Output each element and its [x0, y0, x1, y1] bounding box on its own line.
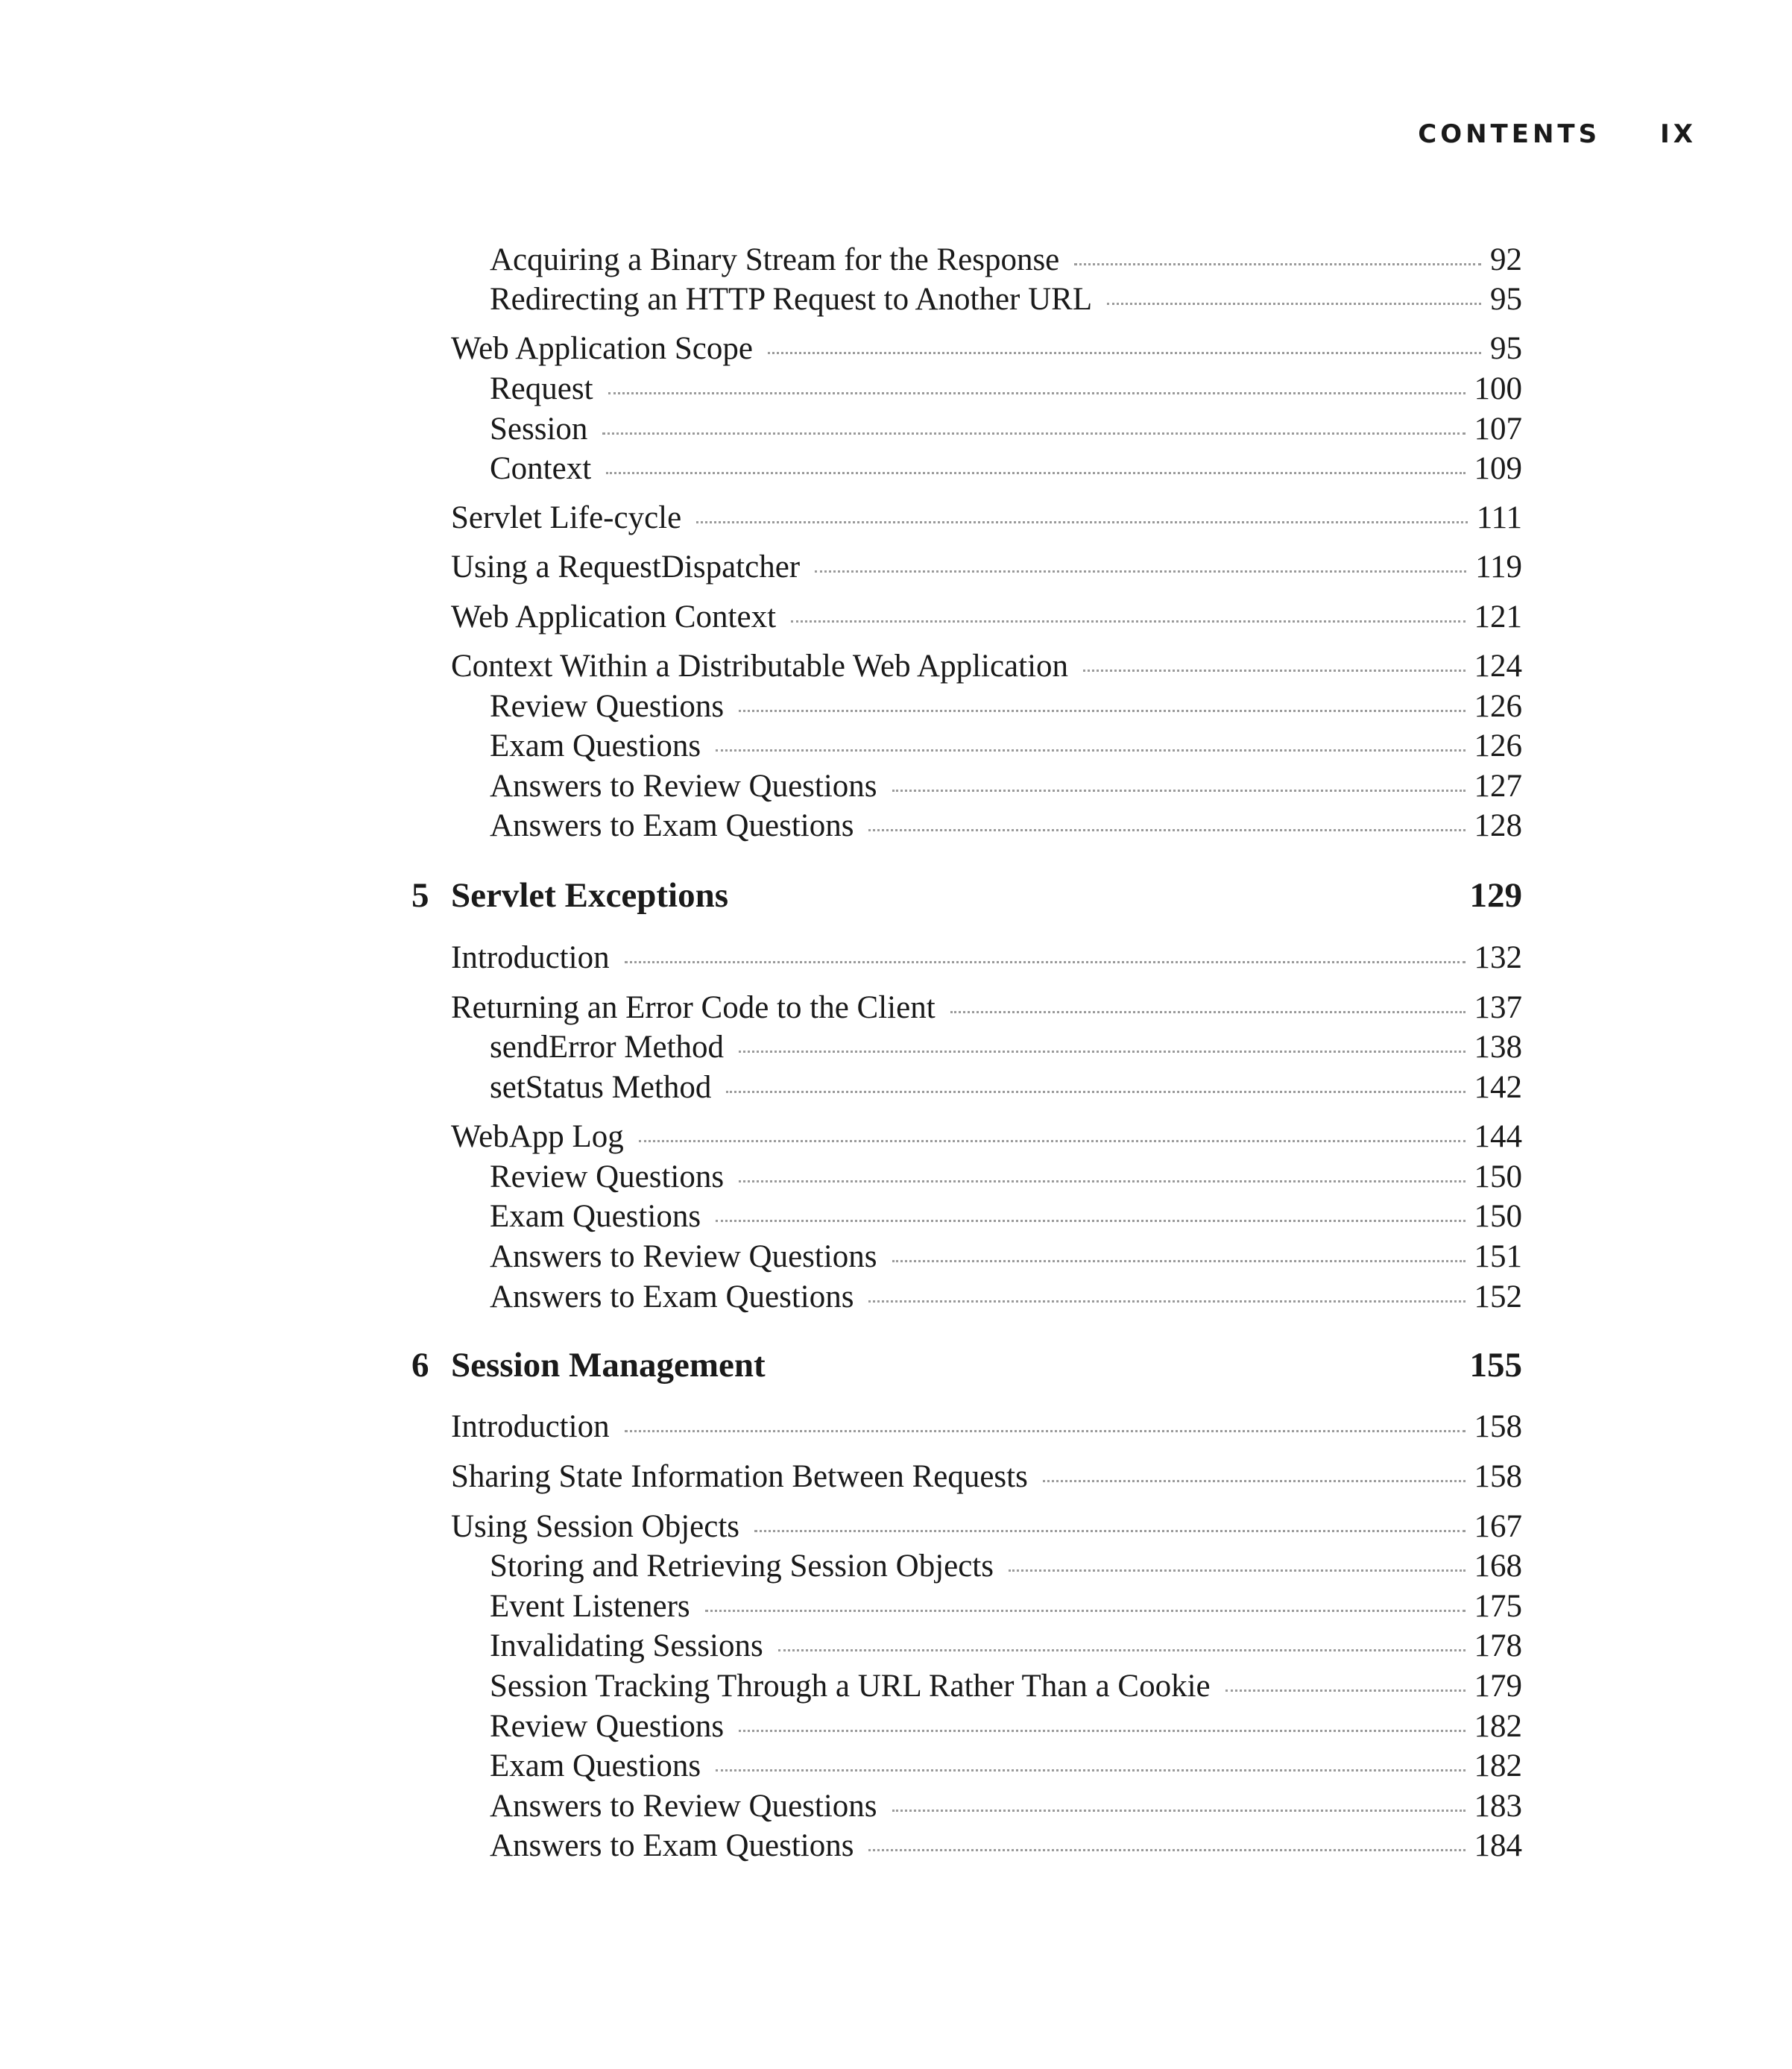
toc-section-entry[interactable]: [451, 331, 1522, 367]
toc-subsection-entry[interactable]: [490, 1199, 1522, 1235]
entry-page-number: 182: [1474, 1709, 1522, 1744]
dot-leader: [602, 432, 1465, 435]
toc-subsection-entry[interactable]: [490, 1589, 1522, 1625]
entry-page-number: 150: [1474, 1199, 1522, 1234]
entry-title: Exam Questions: [490, 1199, 701, 1234]
toc-subsection-entry[interactable]: [490, 808, 1522, 844]
entry-page-number: 128: [1474, 808, 1522, 843]
entry-title: Introduction: [451, 940, 610, 975]
dot-leader: [739, 710, 1465, 712]
toc-subsection-entry[interactable]: [490, 412, 1522, 447]
entry-title: Using a RequestDispatcher: [451, 549, 801, 585]
dot-leader: [868, 1300, 1465, 1303]
entry-page-number: 152: [1474, 1279, 1522, 1314]
entry-page-number: 137: [1474, 990, 1522, 1025]
entry-title: Review Questions: [490, 689, 725, 724]
entry-title: Request: [490, 371, 593, 406]
entry-title: Exam Questions: [490, 728, 701, 763]
entry-page-number: 124: [1474, 649, 1522, 684]
toc-subsection-entry[interactable]: [490, 282, 1522, 318]
entry-title: WebApp Log: [451, 1119, 624, 1154]
entry-title: Event Listeners: [490, 1589, 690, 1624]
dot-leader: [1043, 1480, 1466, 1482]
dot-leader: [868, 1849, 1465, 1851]
entry-page-number: 95: [1490, 282, 1522, 317]
entry-page-number: 158: [1474, 1409, 1522, 1444]
dot-leader: [606, 472, 1465, 474]
dot-leader: [1225, 1689, 1466, 1692]
entry-page-number: 175: [1474, 1589, 1522, 1624]
entry-page-number: 158: [1474, 1459, 1522, 1494]
entry-page-number: 111: [1476, 500, 1522, 535]
entry-title: Review Questions: [490, 1709, 725, 1744]
dot-leader: [716, 1769, 1465, 1772]
chapter-title: Servlet Exceptions: [451, 876, 729, 915]
dot-leader: [892, 1810, 1466, 1812]
chapter-number: 6: [411, 1346, 429, 1385]
toc-subsection-entry[interactable]: [490, 728, 1522, 764]
entry-title: Storing and Retrieving Session Objects: [490, 1549, 994, 1584]
toc-subsection-entry[interactable]: [490, 1669, 1522, 1704]
entry-title: Introduction: [451, 1409, 610, 1444]
entry-page-number: 150: [1474, 1159, 1522, 1194]
entry-title: Using Session Objects: [451, 1509, 739, 1544]
dot-leader: [1074, 263, 1481, 265]
entry-title: Web Application Scope: [451, 331, 753, 366]
entry-title: Context: [490, 451, 592, 486]
entry-page-number: 151: [1474, 1239, 1522, 1274]
toc-subsection-entry[interactable]: [490, 1628, 1522, 1664]
entry-title: Acquiring a Binary Stream for the Response: [490, 242, 1060, 277]
dot-leader: [716, 749, 1465, 752]
dot-leader: [768, 352, 1481, 354]
toc-subsection-entry[interactable]: [490, 1159, 1522, 1195]
entry-page-number: 144: [1474, 1119, 1522, 1154]
toc-subsection-entry[interactable]: [490, 1748, 1522, 1784]
entry-title: Invalidating Sessions: [490, 1628, 763, 1663]
entry-page-number: 132: [1474, 940, 1522, 975]
entry-title: Session: [490, 412, 588, 447]
entry-page-number: 100: [1474, 371, 1522, 406]
dot-leader: [739, 1180, 1465, 1182]
dot-leader: [696, 521, 1467, 523]
toc-subsection-entry[interactable]: [490, 1070, 1522, 1106]
entry-title: Exam Questions: [490, 1748, 701, 1783]
toc-subsection-entry[interactable]: [490, 371, 1522, 407]
entry-page-number: 92: [1490, 242, 1522, 277]
toc-subsection-entry[interactable]: [490, 689, 1522, 725]
toc-subsection-entry[interactable]: [490, 1828, 1522, 1864]
entry-title: Servlet Life-cycle: [451, 500, 682, 535]
entry-page-number: 182: [1474, 1748, 1522, 1783]
chapter-page-number: 129: [1469, 876, 1522, 915]
toc-subsection-entry[interactable]: [490, 1279, 1522, 1315]
toc-subsection-entry[interactable]: [490, 451, 1522, 487]
entry-page-number: 119: [1475, 549, 1522, 585]
entry-title: Sharing State Information Between Requests: [451, 1459, 1028, 1494]
toc-section-entry[interactable]: [451, 1509, 1522, 1545]
toc-section-entry[interactable]: [451, 940, 1522, 976]
chapter-heading[interactable]: [411, 1345, 1522, 1385]
entry-title: Web Application Context: [451, 599, 777, 634]
dot-leader: [815, 570, 1466, 573]
toc-section-entry[interactable]: [451, 500, 1522, 536]
dot-leader: [716, 1220, 1465, 1222]
entry-title: Answers to Exam Questions: [490, 808, 854, 843]
entry-page-number: 178: [1474, 1628, 1522, 1663]
entry-title: Review Questions: [490, 1159, 725, 1194]
toc-subsection-entry[interactable]: [490, 769, 1522, 804]
dot-leader: [1009, 1569, 1466, 1572]
running-head: [1418, 119, 1697, 149]
entry-page-number: 179: [1474, 1669, 1522, 1704]
chapter-number: 5: [411, 876, 429, 915]
entry-title: sendError Method: [490, 1030, 725, 1065]
page-folio: IX: [1660, 119, 1697, 149]
toc-subsection-entry[interactable]: [490, 1239, 1522, 1275]
toc-section-entry[interactable]: [451, 549, 1522, 585]
entry-title: Redirecting an HTTP Request to Another URL: [490, 282, 1093, 317]
dot-leader: [791, 620, 1465, 623]
entry-title: Answers to Review Questions: [490, 1789, 877, 1824]
entry-title: Answers to Review Questions: [490, 769, 877, 804]
dot-leader: [1107, 303, 1481, 305]
entry-page-number: 127: [1474, 769, 1522, 804]
entry-page-number: 126: [1474, 728, 1522, 763]
entry-page-number: 95: [1490, 331, 1522, 366]
toc-section-entry[interactable]: [451, 990, 1522, 1026]
toc-section-entry[interactable]: [451, 1119, 1522, 1155]
dot-leader: [868, 829, 1465, 831]
chapter-title: Session Management: [451, 1346, 766, 1385]
dot-leader: [754, 1530, 1466, 1532]
entry-page-number: 121: [1474, 599, 1522, 634]
toc-section-entry[interactable]: [451, 1459, 1522, 1495]
dot-leader: [726, 1091, 1465, 1093]
entry-page-number: 184: [1474, 1828, 1522, 1863]
entry-title: setStatus Method: [490, 1070, 712, 1105]
toc-subsection-entry[interactable]: [490, 1030, 1522, 1065]
toc-section-entry[interactable]: [451, 1409, 1522, 1445]
dot-leader: [1083, 670, 1465, 672]
dot-leader: [892, 790, 1466, 792]
running-head-section: CONTENTS: [1418, 119, 1601, 149]
dot-leader: [625, 961, 1466, 963]
entry-title: Answers to Review Questions: [490, 1239, 877, 1274]
dot-leader: [739, 1051, 1465, 1053]
entry-page-number: 138: [1474, 1030, 1522, 1065]
dot-leader: [950, 1011, 1466, 1013]
entry-title: Session Tracking Through a URL Rather Than a Cookie: [490, 1669, 1211, 1704]
toc-subsection-entry[interactable]: [490, 1789, 1522, 1824]
dot-leader: [778, 1649, 1466, 1651]
toc-subsection-entry[interactable]: [490, 242, 1522, 278]
entry-page-number: 107: [1474, 412, 1522, 447]
chapter-heading[interactable]: [411, 875, 1522, 916]
entry-page-number: 142: [1474, 1070, 1522, 1105]
toc-section-entry[interactable]: [451, 649, 1522, 684]
toc-subsection-entry[interactable]: [490, 1709, 1522, 1745]
entry-title: Context Within a Distributable Web Application: [451, 649, 1069, 684]
entry-page-number: 167: [1474, 1509, 1522, 1544]
dot-leader: [705, 1610, 1466, 1612]
entry-title: Answers to Exam Questions: [490, 1828, 854, 1863]
dot-leader: [892, 1260, 1466, 1262]
entry-page-number: 183: [1474, 1789, 1522, 1824]
dot-leader: [639, 1140, 1466, 1142]
toc-section-entry[interactable]: [451, 599, 1522, 635]
entry-page-number: 168: [1474, 1549, 1522, 1584]
chapter-page-number: 155: [1469, 1346, 1522, 1385]
entry-title: Answers to Exam Questions: [490, 1279, 854, 1314]
dot-leader: [739, 1730, 1465, 1732]
dot-leader: [608, 392, 1466, 394]
dot-leader: [625, 1430, 1466, 1432]
entry-title: Returning an Error Code to the Client: [451, 990, 936, 1025]
toc-subsection-entry[interactable]: [490, 1549, 1522, 1584]
entry-page-number: 126: [1474, 689, 1522, 724]
entry-page-number: 109: [1474, 451, 1522, 486]
